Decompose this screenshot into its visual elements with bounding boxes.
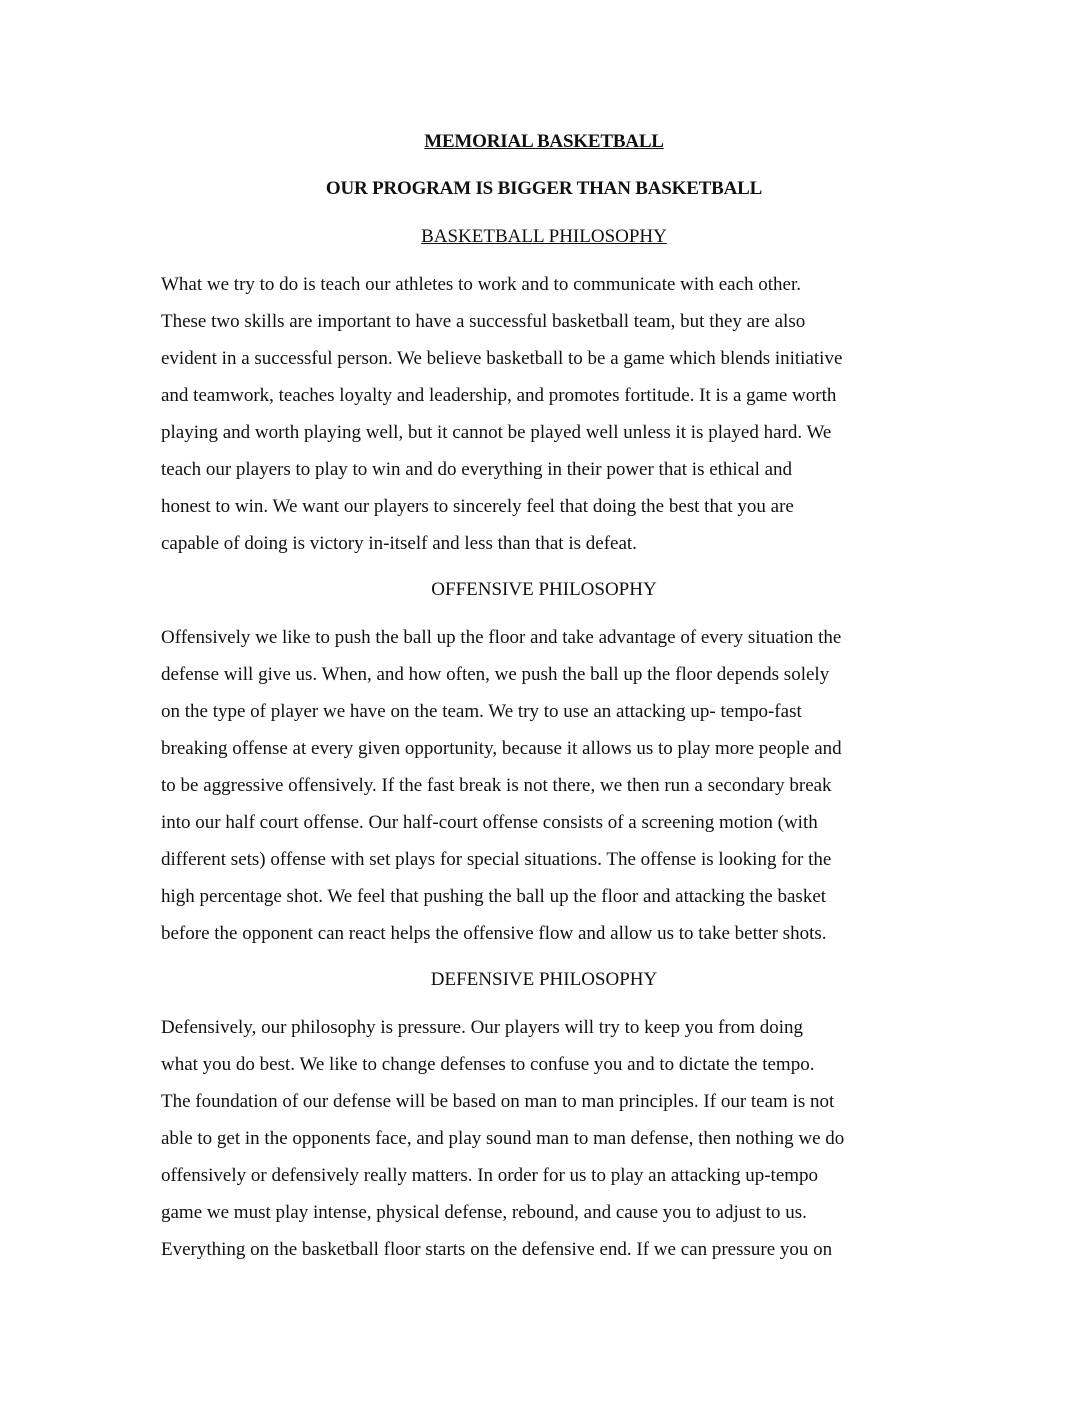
paragraph-line: to be aggressive offensively. If the fast break is not there, we then run a secondary break: [161, 775, 832, 796]
paragraph-line: teach our players to play to win and do everything in their power that is ethical and: [161, 459, 793, 480]
paragraph-line: game we must play intense, physical defense, rebound, and cause you to adjust to us.: [161, 1202, 807, 1223]
section-heading-offensive-philosophy: OFFENSIVE PHILOSOPHY: [431, 579, 657, 600]
paragraph-line: into our half court offense. Our half-court offense consists of a screening motion (with: [161, 812, 818, 833]
paragraph-offensive-philosophy: [161, 619, 951, 952]
paragraph-line: The foundation of our defense will be based on man to man principles. If our team is not: [161, 1091, 835, 1112]
paragraph-line: What we try to do is teach our athletes to work and to communicate with each other.: [161, 274, 801, 295]
document-subtitle: OUR PROGRAM IS BIGGER THAN BASKETBALL: [325, 178, 763, 199]
paragraph-line: Defensively, our philosophy is pressure. Our players will try to keep you from doing: [161, 1017, 804, 1038]
paragraph-line: what you do best. We like to change defenses to confuse you and to dictate the tempo.: [161, 1054, 815, 1075]
paragraph-line: high percentage shot. We feel that pushing the ball up the floor and attacking the basket: [161, 886, 827, 907]
paragraph-line: capable of doing is victory in-itself and less than that is defeat.: [161, 533, 637, 554]
section-heading-defensive-philosophy: DEFENSIVE PHILOSOPHY: [430, 969, 658, 990]
paragraph-basketball-philosophy: [161, 266, 951, 562]
paragraph-line: Offensively we like to push the ball up the floor and take advantage of every situation the: [161, 627, 842, 648]
paragraph-line: honest to win. We want our players to sincerely feel that doing the best that you are: [161, 496, 794, 517]
paragraph-line: These two skills are important to have a successful basketball team, but they are also: [161, 311, 806, 332]
paragraph-line: before the opponent can react helps the offensive flow and allow us to take better shots.: [161, 923, 827, 944]
paragraph-defensive-philosophy: [161, 1009, 951, 1268]
paragraph-line: on the type of player we have on the team. We try to use an attacking up- tempo-fast: [161, 701, 802, 722]
paragraph-line: breaking offense at every given opportunity, because it allows us to play more people and: [161, 738, 842, 759]
paragraph-line: offensively or defensively really matters. In order for us to play an attacking up-tempo: [161, 1165, 819, 1186]
paragraph-line: defense will give us. When, and how often, we push the ball up the floor depends solely: [161, 664, 830, 685]
paragraph-line: Everything on the basketball floor starts on the defensive end. If we can pressure you on: [161, 1239, 833, 1260]
paragraph-line: playing and worth playing well, but it cannot be played well unless it is played hard. We: [161, 422, 832, 443]
section-heading-basketball-philosophy: BASKETBALL PHILOSOPHY: [421, 226, 667, 247]
paragraph-line: evident in a successful person. We believe basketball to be a game which blends initiative: [161, 348, 843, 369]
paragraph-line: different sets) offense with set plays for special situations. The offense is looking for the: [161, 849, 832, 870]
paragraph-line: and teamwork, teaches loyalty and leadership, and promotes fortitude. It is a game worth: [161, 385, 837, 406]
paragraph-line: able to get in the opponents face, and play sound man to man defense, then nothing we do: [161, 1128, 845, 1149]
document-title: MEMORIAL BASKETBALL: [424, 131, 664, 152]
